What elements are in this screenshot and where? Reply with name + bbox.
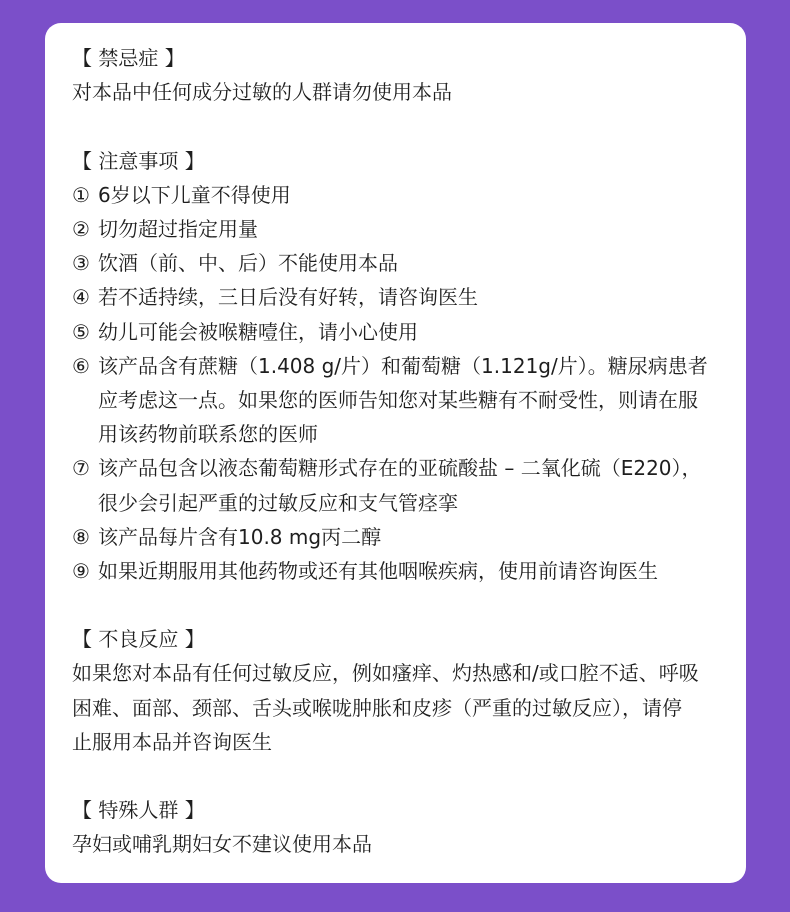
precaution-item-1 xyxy=(72,178,720,212)
item-number: ⑨ xyxy=(72,558,90,583)
content-card xyxy=(45,23,746,883)
item-text: 该产品包含以液态葡萄糖形式存在的亚硫酸盐 – 二氧化硫（E220）， xyxy=(98,456,702,481)
item-text: 该产品含有蔗糖（1.408 g/片）和葡萄糖（1.121g/片）。糖尿病患者 xyxy=(98,353,708,378)
item-number: ⑤ xyxy=(72,319,90,344)
item-text: 若不适持续，三日后没有好转，请咨询医生 xyxy=(98,285,478,310)
spacer xyxy=(72,759,720,793)
precaution-item-8 xyxy=(72,520,720,554)
special-groups-heading: 【 特殊人群 】 xyxy=(72,798,205,823)
item-text: 用该药物前联系您的医师 xyxy=(98,422,318,447)
item-number: ⑦ xyxy=(72,456,90,481)
item-text: 切勿超过指定用量 xyxy=(98,216,258,241)
precaution-item-5 xyxy=(72,315,720,349)
item-text: 很少会引起严重的过敏反应和支气管痉挛 xyxy=(98,490,458,515)
precaution-item-7 xyxy=(72,451,720,519)
adverse-reactions-text: 如果您对本品有任何过敏反应，例如瘙痒、灼热感和/或口腔不适、呼吸 xyxy=(72,661,699,686)
item-number: ③ xyxy=(72,251,90,276)
precautions-heading: 【 注意事项 】 xyxy=(72,148,205,173)
item-text: 饮酒（前、中、后）不能使用本品 xyxy=(98,251,398,276)
contraindications-heading: 【 禁忌症 】 xyxy=(72,46,185,70)
item-number: ⑥ xyxy=(72,353,90,378)
item-number: ① xyxy=(72,182,90,207)
adverse-reactions-text: 困难、面部、颈部、舌头或喉咙肿胀和皮疹（严重的过敏反应），请停 xyxy=(72,695,682,720)
contraindications-text: 对本品中任何成分过敏的人群请勿使用本品 xyxy=(72,80,452,105)
item-text: 如果近期服用其他药物或还有其他咽喉疾病，使用前请咨询医生 xyxy=(98,558,658,583)
adverse-reactions-heading: 【 不良反应 】 xyxy=(72,627,205,652)
spacer xyxy=(72,588,720,622)
precaution-item-9 xyxy=(72,554,720,588)
precaution-item-3 xyxy=(72,246,720,280)
special-groups-text: 孕妇或哺乳期妇女不建议使用本品 xyxy=(72,832,372,857)
spacer xyxy=(72,109,720,143)
item-text: 应考虑这一点。如果您的医师告知您对某些糖有不耐受性，则请在服 xyxy=(98,387,698,412)
precaution-item-4 xyxy=(72,280,720,314)
precaution-item-6 xyxy=(72,349,720,452)
item-number: ⑧ xyxy=(72,524,90,549)
item-text: 幼儿可能会被喉糖噎住，请小心使用 xyxy=(98,319,418,344)
item-text: 6岁以下儿童不得使用 xyxy=(98,182,291,207)
adverse-reactions-text: 止服用本品并咨询医生 xyxy=(72,729,272,754)
item-number: ④ xyxy=(72,285,90,310)
item-number: ② xyxy=(72,216,90,241)
precaution-item-2 xyxy=(72,212,720,246)
item-text: 该产品每片含有10.8 mg丙二醇 xyxy=(98,524,382,549)
